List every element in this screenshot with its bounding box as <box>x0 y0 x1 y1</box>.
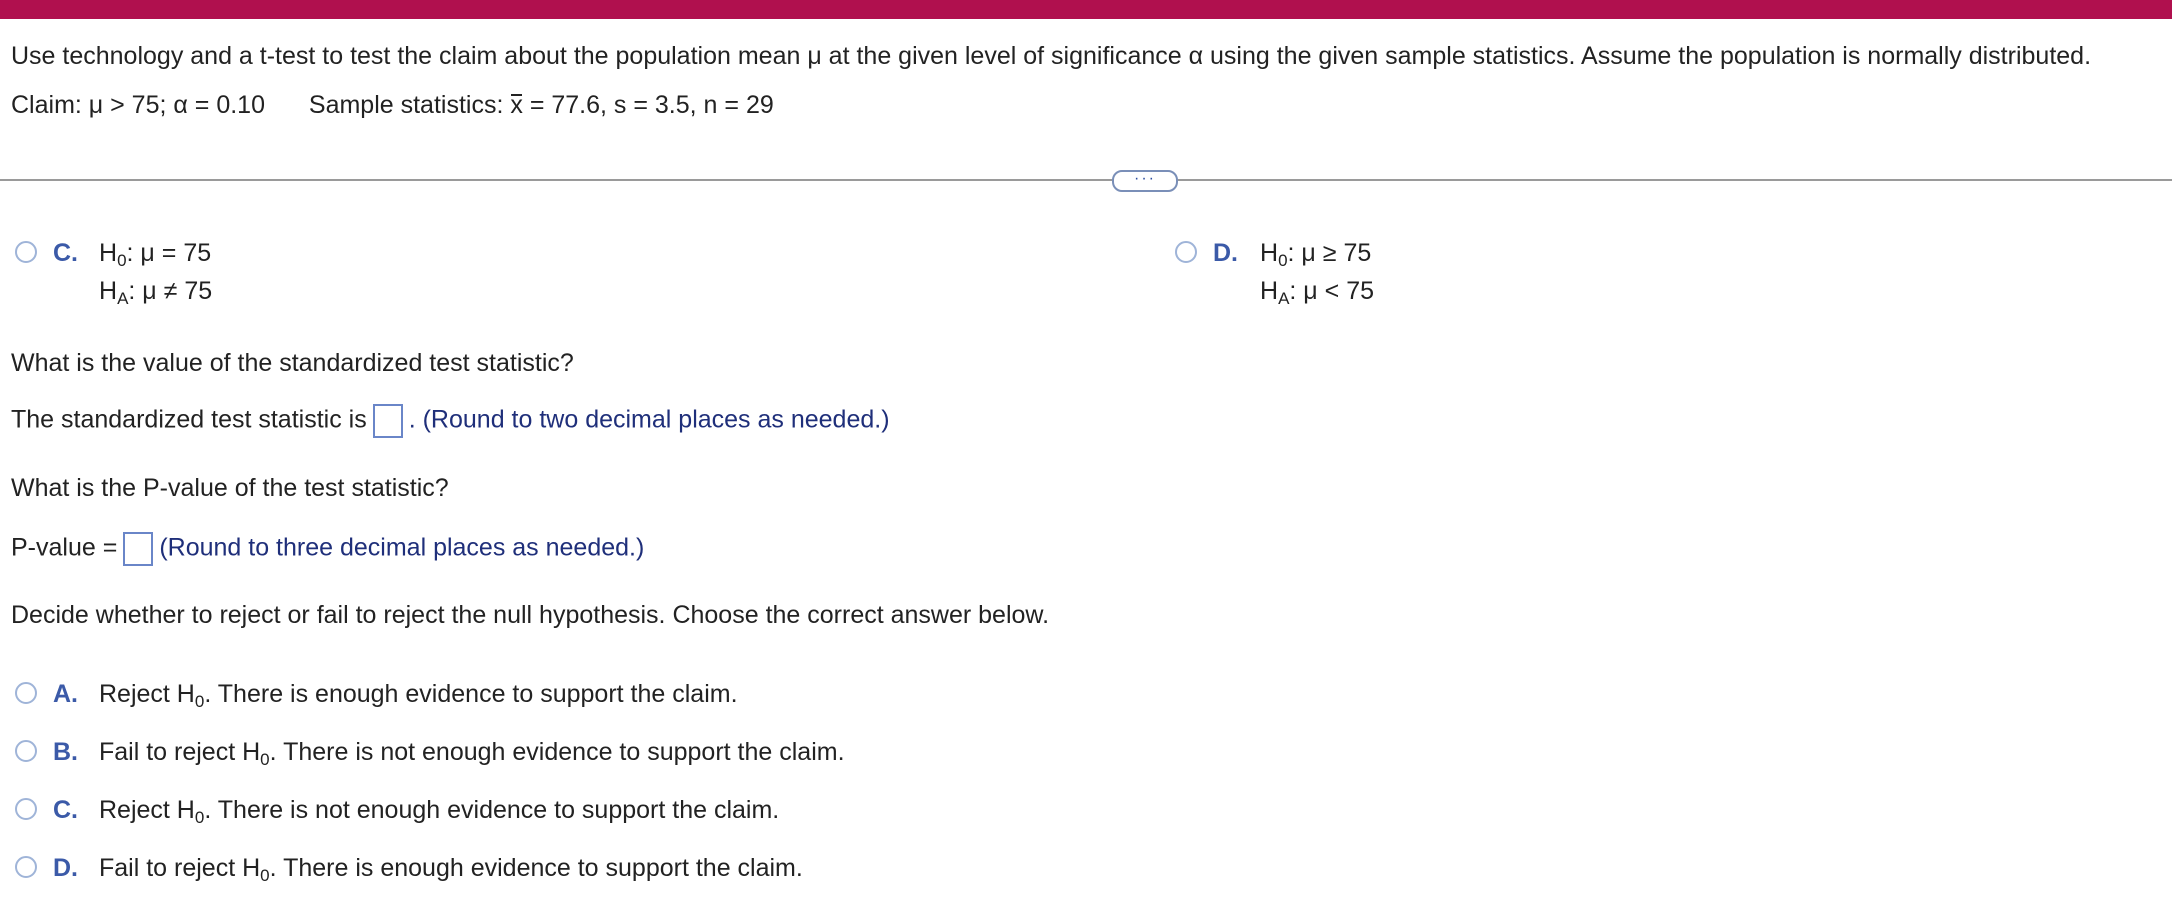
h0-symbol: H <box>99 239 118 267</box>
ha-subscript: A <box>117 289 129 308</box>
ha-statement: : μ ≠ 75 <box>128 277 213 305</box>
h0-symbol: H <box>1260 239 1279 267</box>
h0-subscript: 0 <box>1278 251 1288 270</box>
hypothesis-option-c-letter: C. <box>53 239 78 267</box>
ha-statement: : μ < 75 <box>1289 277 1375 305</box>
option-text-post: . There is enough evidence to support the claim. <box>269 854 803 882</box>
test-statistic-row <box>11 404 890 438</box>
top-accent-bar <box>0 0 2172 19</box>
hypothesis-option-d-h0 <box>1260 239 1371 271</box>
ha-symbol: H <box>1260 277 1279 305</box>
hypothesis-option-c-h0 <box>99 239 211 271</box>
sample-label: Sample statistics: <box>308 91 504 119</box>
claim-text: Claim: μ > 75; α = 0.10 <box>11 91 265 119</box>
hypothesis-option-c-radio[interactable] <box>15 241 37 263</box>
decision-option-d-letter: D. <box>53 854 78 882</box>
decision-option-b-radio[interactable] <box>15 740 37 762</box>
expand-more-button[interactable]: ··· <box>1112 170 1178 192</box>
h0-statement: : μ = 75 <box>126 239 212 267</box>
h0-statement: : μ ≥ 75 <box>1287 239 1372 267</box>
decision-option-d-text <box>99 854 803 886</box>
decision-option-b-text <box>99 738 845 770</box>
sample-values: = 77.6, s = 3.5, n = 29 <box>529 91 774 119</box>
section-divider <box>0 179 2172 181</box>
option-text-pre: Reject H <box>99 680 195 708</box>
problem-claim-line <box>11 91 774 120</box>
option-subscript: 0 <box>194 808 205 827</box>
test-statistic-hint: . (Round to two decimal places as needed.) <box>408 405 890 434</box>
p-value-question: What is the P-value of the test statistic? <box>11 474 449 502</box>
ha-subscript: A <box>1278 289 1290 308</box>
test-statistic-prefix: The standardized test statistic is <box>11 405 367 434</box>
p-value-hint: (Round to three decimal places as needed.) <box>159 533 645 562</box>
hypothesis-option-d-ha <box>1260 277 1374 309</box>
h0-subscript: 0 <box>117 251 127 270</box>
p-value-input[interactable] <box>123 532 153 566</box>
hypothesis-option-d-radio[interactable] <box>1175 241 1197 263</box>
hypothesis-option-d-letter: D. <box>1213 239 1238 267</box>
decision-option-a-letter: A. <box>53 680 78 708</box>
hypothesis-option-c-ha <box>99 277 212 309</box>
p-value-row <box>11 532 644 566</box>
option-text-pre: Fail to reject H <box>99 854 261 882</box>
p-value-prefix: P-value = <box>11 533 118 562</box>
option-text-pre: Reject H <box>99 796 195 824</box>
decision-option-a-text <box>99 680 738 712</box>
decision-option-c-radio[interactable] <box>15 798 37 820</box>
test-statistic-input[interactable] <box>373 404 403 438</box>
decision-option-d-radio[interactable] <box>15 856 37 878</box>
decision-option-b-letter: B. <box>53 738 78 766</box>
decision-question: Decide whether to reject or fail to reject the null hypothesis. Choose the correct answer below. <box>11 601 1050 629</box>
option-text-post: . There is enough evidence to support the claim. <box>204 680 738 708</box>
option-subscript: 0 <box>260 750 270 769</box>
xbar-symbol: x <box>510 91 523 119</box>
option-text-pre: Fail to reject H <box>99 738 261 766</box>
ha-symbol: H <box>99 277 118 305</box>
option-text-post: . There is not enough evidence to support the claim. <box>204 796 780 824</box>
decision-option-a-radio[interactable] <box>15 682 37 704</box>
option-subscript: 0 <box>194 692 205 711</box>
option-subscript: 0 <box>260 866 270 885</box>
option-text-post: . There is not enough evidence to support the claim. <box>269 738 845 766</box>
problem-instruction: Use technology and a t-test to test the claim about the population mean μ at the given level of significance α using the given sample statistics. Assume the population is normally distributed. <box>11 42 2092 70</box>
test-statistic-question: What is the value of the standardized test statistic? <box>11 349 574 377</box>
decision-option-c-text <box>99 796 779 828</box>
decision-option-c-letter: C. <box>53 796 78 824</box>
